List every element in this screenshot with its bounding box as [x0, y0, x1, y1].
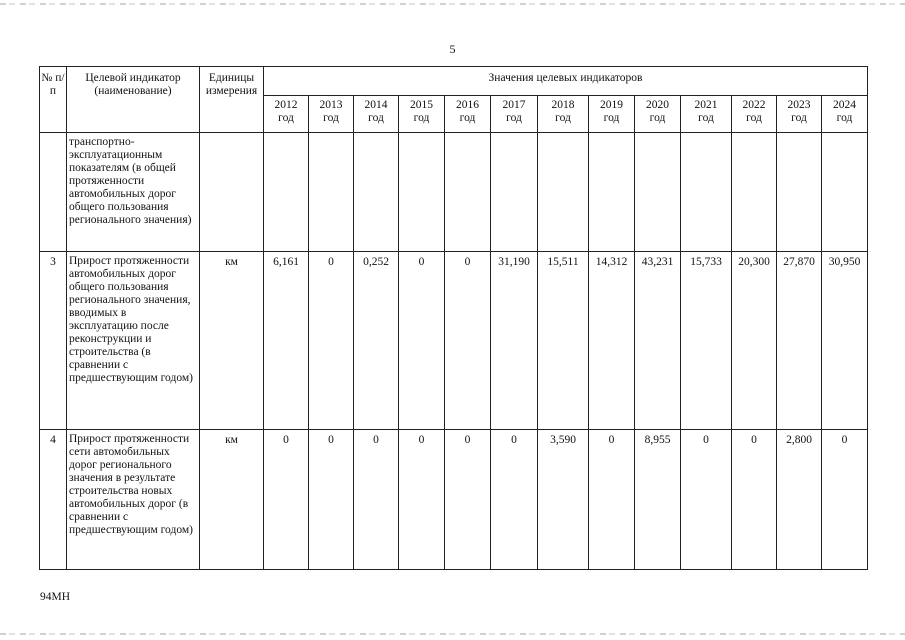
header-year-2020: [635, 96, 681, 133]
header-year-unit: год: [746, 112, 762, 124]
indicator-value-2015: 0: [399, 430, 445, 570]
indicator-value-2022: 0: [732, 430, 777, 570]
indicator-value-2017: [491, 133, 538, 252]
header-year-2019: [589, 96, 635, 133]
indicator-value-2020: [635, 133, 681, 252]
indicator-unit: км: [200, 252, 264, 430]
indicator-value-2013: [309, 133, 354, 252]
document-code: 94МН: [40, 591, 71, 603]
indicator-value-2018: 15,511: [538, 252, 589, 430]
page-number: 5: [449, 42, 456, 56]
indicator-value-2013: 0: [309, 252, 354, 430]
header-indicator-values: Значения целевых индикаторов: [264, 67, 868, 96]
indicator-unit: [200, 133, 264, 252]
indicator-value-2014: [354, 133, 399, 252]
indicator-value-2019: 0: [589, 430, 635, 570]
indicator-unit: км: [200, 430, 264, 570]
indicator-value-2019: 14,312: [589, 252, 635, 430]
indicator-value-2022: [732, 133, 777, 252]
header-year-value: 2015: [410, 99, 433, 111]
header-year-2017: [491, 96, 538, 133]
indicator-value-2020: 8,955: [635, 430, 681, 570]
indicator-value-2023: 27,870: [777, 252, 822, 430]
indicator-value-2012: 0: [264, 430, 309, 570]
header-year-value: 2016: [456, 99, 479, 111]
header-year-2016: [445, 96, 491, 133]
indicator-name: Прирост протяженности автомобильных дорог общего пользования регионального значения, вводимых в эксплуатацию после реконструкции и строительства (в сравнении с предшествующим годом): [67, 252, 200, 430]
header-year-unit: год: [791, 112, 807, 124]
row-number: 3: [40, 252, 67, 430]
row-number: [40, 133, 67, 252]
indicator-name: транспортно-эксплуатационным показателям (в общей протяженности автомобильных дорог общего пользования регионального значения): [67, 133, 200, 252]
header-year-unit: год: [413, 112, 430, 124]
header-year-unit: год: [368, 112, 384, 124]
indicator-value-2021: 0: [681, 430, 732, 570]
indicator-value-2024: 30,950: [822, 252, 868, 430]
header-year-2023: [777, 96, 822, 133]
header-number: № п/п: [40, 67, 67, 133]
header-year-unit: год: [278, 112, 294, 124]
header-year-unit: год: [698, 112, 714, 124]
indicator-value-2014: 0,252: [354, 252, 399, 430]
header-year-value: 2018: [551, 99, 575, 111]
header-year-value: 2021: [694, 99, 718, 111]
header-year-unit: год: [836, 112, 853, 124]
row-number: 4: [40, 430, 67, 570]
indicator-value-2023: [777, 133, 822, 252]
header-indicator-name: Целевой индикатор (наименование): [67, 67, 200, 133]
indicator-value-2023: 2,800: [777, 430, 822, 570]
header-year-value: 2014: [364, 99, 388, 111]
header-year-unit: год: [603, 112, 620, 124]
indicator-value-2015: [399, 133, 445, 252]
indicator-value-2013: 0: [309, 430, 354, 570]
header-year-unit: год: [506, 112, 522, 124]
indicator-value-2014: 0: [354, 430, 399, 570]
header-year-2022: [732, 96, 777, 133]
header-year-value: 2022: [742, 99, 766, 111]
indicator-value-2019: [589, 133, 635, 252]
indicator-value-2017: 31,190: [491, 252, 538, 430]
header-year-2015: [399, 96, 445, 133]
header-year-2024: [822, 96, 868, 133]
indicator-value-2022: 20,300: [732, 252, 777, 430]
header-year-unit: год: [649, 112, 666, 124]
indicator-value-2021: [681, 133, 732, 252]
header-year-unit: год: [555, 112, 571, 124]
indicator-value-2012: [264, 133, 309, 252]
header-year-2021: [681, 96, 732, 133]
table-row: [40, 133, 868, 252]
indicator-value-2024: [822, 133, 868, 252]
table-row: [40, 430, 868, 570]
header-year-value: 2017: [502, 99, 526, 111]
indicator-value-2015: 0: [399, 252, 445, 430]
header-year-value: 2013: [319, 99, 343, 111]
header-year-value: 2024: [833, 99, 856, 111]
indicator-value-2018: [538, 133, 589, 252]
scan-edge-bottom: [0, 633, 905, 635]
indicator-value-2024: 0: [822, 430, 868, 570]
header-year-2012: [264, 96, 309, 133]
header-year-value: 2023: [787, 99, 811, 111]
target-indicators-table: [39, 66, 868, 570]
indicator-value-2012: 6,161: [264, 252, 309, 430]
header-year-2014: [354, 96, 399, 133]
indicator-value-2016: [445, 133, 491, 252]
indicator-value-2017: 0: [491, 430, 538, 570]
header-year-unit: год: [459, 112, 476, 124]
header-unit: Единицы измерения: [200, 67, 264, 133]
indicator-value-2016: 0: [445, 430, 491, 570]
indicator-name: Прирост протяженности сети автомобильных дорог регионального значения в результате строительства новых автомобильных дорог (в сравнении с предшествующим годом): [67, 430, 200, 570]
header-year-value: 2020: [646, 99, 669, 111]
header-year-2018: [538, 96, 589, 133]
header-year-2013: [309, 96, 354, 133]
indicator-value-2021: 15,733: [681, 252, 732, 430]
indicator-value-2016: 0: [445, 252, 491, 430]
indicator-value-2018: 3,590: [538, 430, 589, 570]
header-year-value: 2012: [274, 99, 298, 111]
table-row: [40, 252, 868, 430]
header-year-value: 2019: [600, 99, 623, 111]
indicator-value-2020: 43,231: [635, 252, 681, 430]
header-year-unit: год: [323, 112, 339, 124]
scan-edge-top: [0, 3, 905, 5]
